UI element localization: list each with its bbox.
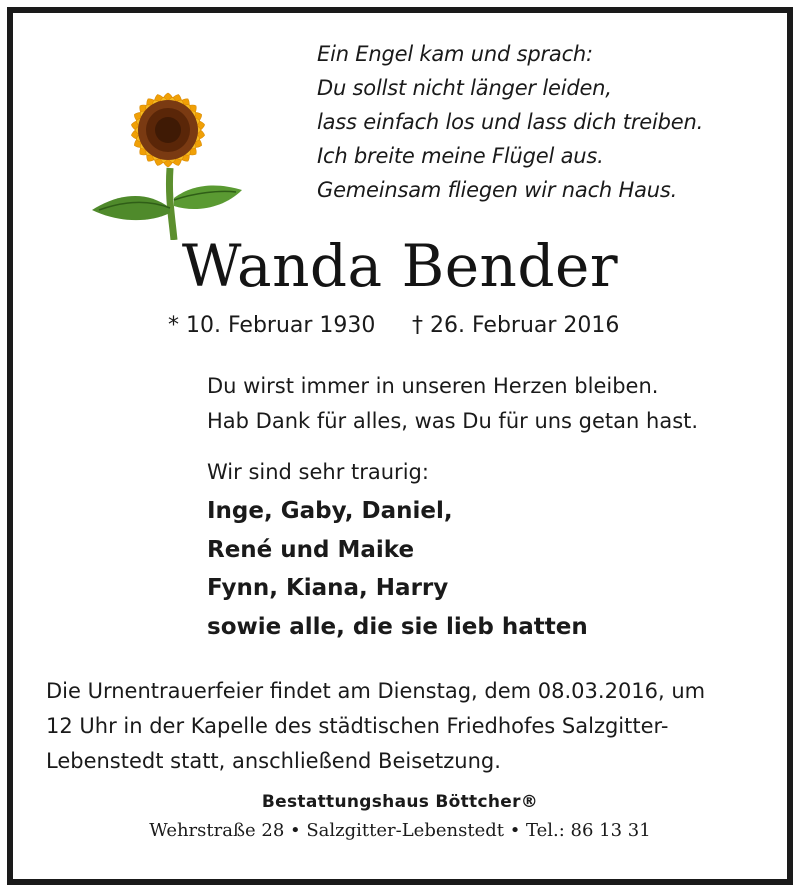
mourner-line: sowie alle, die sie lieb hatten xyxy=(207,613,588,640)
poem-line: Ein Engel kam und sprach: xyxy=(317,42,593,66)
mourner-line: Fynn, Kiana, Harry xyxy=(207,575,449,601)
funeral-home-name: Bestattungshaus Böttcher® xyxy=(261,792,539,812)
sunflower-icon xyxy=(84,48,254,240)
message-line: Hab Dank für alles, was Du für uns getan hast. xyxy=(207,409,699,433)
mourner-line: René und Maike xyxy=(207,536,415,563)
farewell-message xyxy=(207,369,698,439)
poem-line: Gemeinsam fliegen wir nach Haus. xyxy=(317,178,678,202)
mourners-list xyxy=(207,492,588,646)
ceremony-line: Die Urnentrauerfeier findet am Dienstag, dem 08.03.2016, um xyxy=(46,679,706,703)
death-date: † 26. Februar 2016 xyxy=(412,313,620,338)
mourner-line: Inge, Gaby, Daniel, xyxy=(207,498,453,524)
message-line: Du wirst immer in unseren Herzen bleiben. xyxy=(207,374,659,398)
ceremony-line: 12 Uhr in der Kapelle des städtischen Friedhofes Salzgitter- xyxy=(46,714,669,738)
ceremony-notice xyxy=(46,674,705,779)
poem-line: Ich breite meine Flügel aus. xyxy=(317,144,604,168)
funeral-home-address: Wehrstraße 28 • Salzgitter-Lebenstedt • Tel.: 86 13 31 xyxy=(149,820,651,841)
ceremony-line: Lebenstedt statt, anschließend Beisetzung. xyxy=(46,749,501,773)
poem-line: Du sollst nicht länger leiden, xyxy=(317,76,612,100)
poem-line: lass einfach los und lass dich treiben. xyxy=(317,110,704,134)
mourners-intro: Wir sind sehr traurig: xyxy=(207,460,429,484)
birth-date: * 10. Februar 1930 xyxy=(168,313,376,338)
poem xyxy=(317,37,703,207)
deceased-name: Wanda Bender xyxy=(181,232,619,300)
